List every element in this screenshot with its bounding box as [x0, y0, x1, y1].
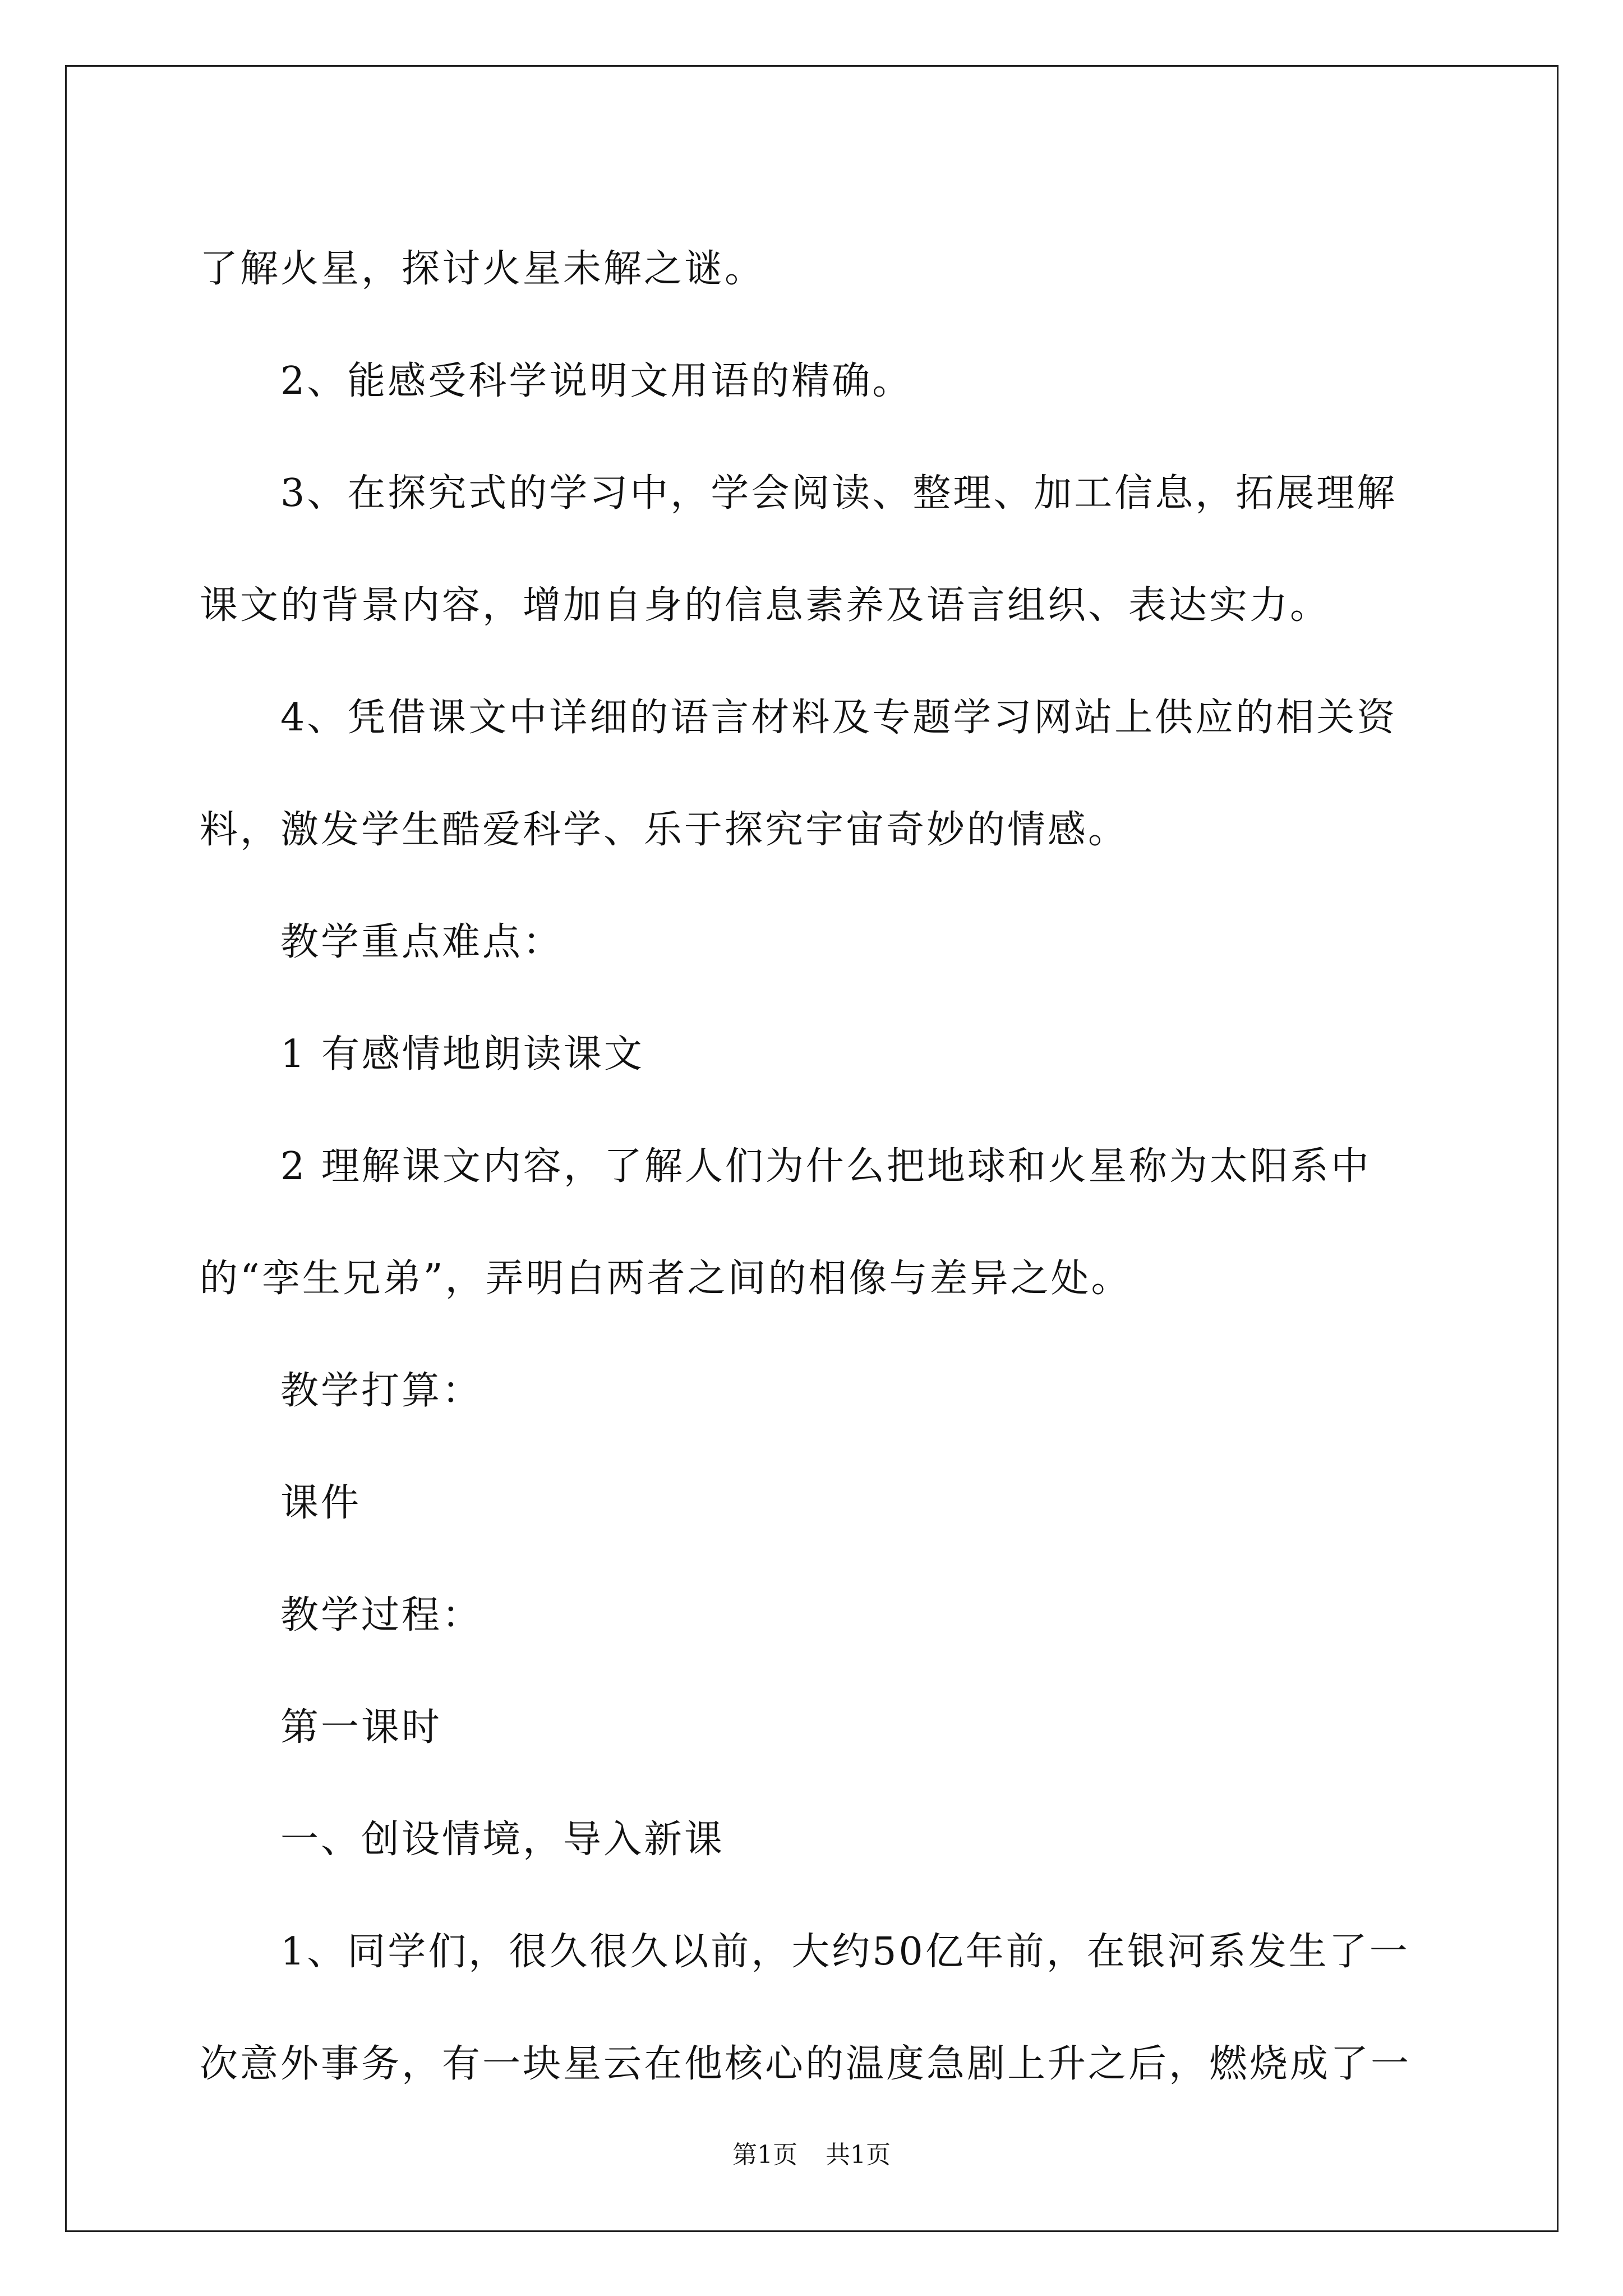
paragraph-key-point-2: 2 理解课文内容，了解人们为什么把地球和火星称为太阳系中的“孪生兄弟”，弄明白两者之间的相像与差异之处。: [200, 1144, 1371, 1301]
page-number-total: 共1页: [826, 2141, 891, 2169]
section-heading-introduction: 一、创设情境，导入新课: [280, 1818, 725, 1862]
page-footer: [0, 2134, 1623, 2170]
section-heading-preparation: 教学打算：: [280, 1369, 483, 1413]
paragraph-introduction-1: 1、同学们，很久很久以前，大约50亿年前，在银河系发生了一次意外事务，有一块星云在他核心的温度急剧上升之后，燃烧成了一: [200, 1930, 1412, 2086]
paragraph-4: 4、凭借课文中详细的语言材料及专题学习网站上供应的相关资料，激发学生酷爱科学、乐于探究宇宙奇妙的情感。: [200, 696, 1398, 852]
section-heading-process: 教学过程：: [280, 1593, 483, 1637]
paragraph-3: 3、在探究式的学习中，学会阅读、整理、加工信息，拓展理解课文的背景内容，增加自身的信息素养及语言组织、表达实力。: [200, 471, 1398, 628]
page-number-current: 第1页: [732, 2141, 797, 2169]
section-heading-first-lesson: 第一课时: [280, 1705, 442, 1750]
section-heading-key-points: 教学重点难点：: [280, 920, 564, 964]
paragraph-key-point-1: 1 有感情地朗读课文: [280, 1032, 644, 1076]
paragraph-1: 了解火星，探讨火星未解之谜。: [200, 247, 766, 291]
document-body: [200, 213, 1433, 2120]
paragraph-2: 2、能感受科学说明文用语的精确。: [280, 359, 913, 403]
paragraph-courseware: 课件: [280, 1481, 362, 1525]
